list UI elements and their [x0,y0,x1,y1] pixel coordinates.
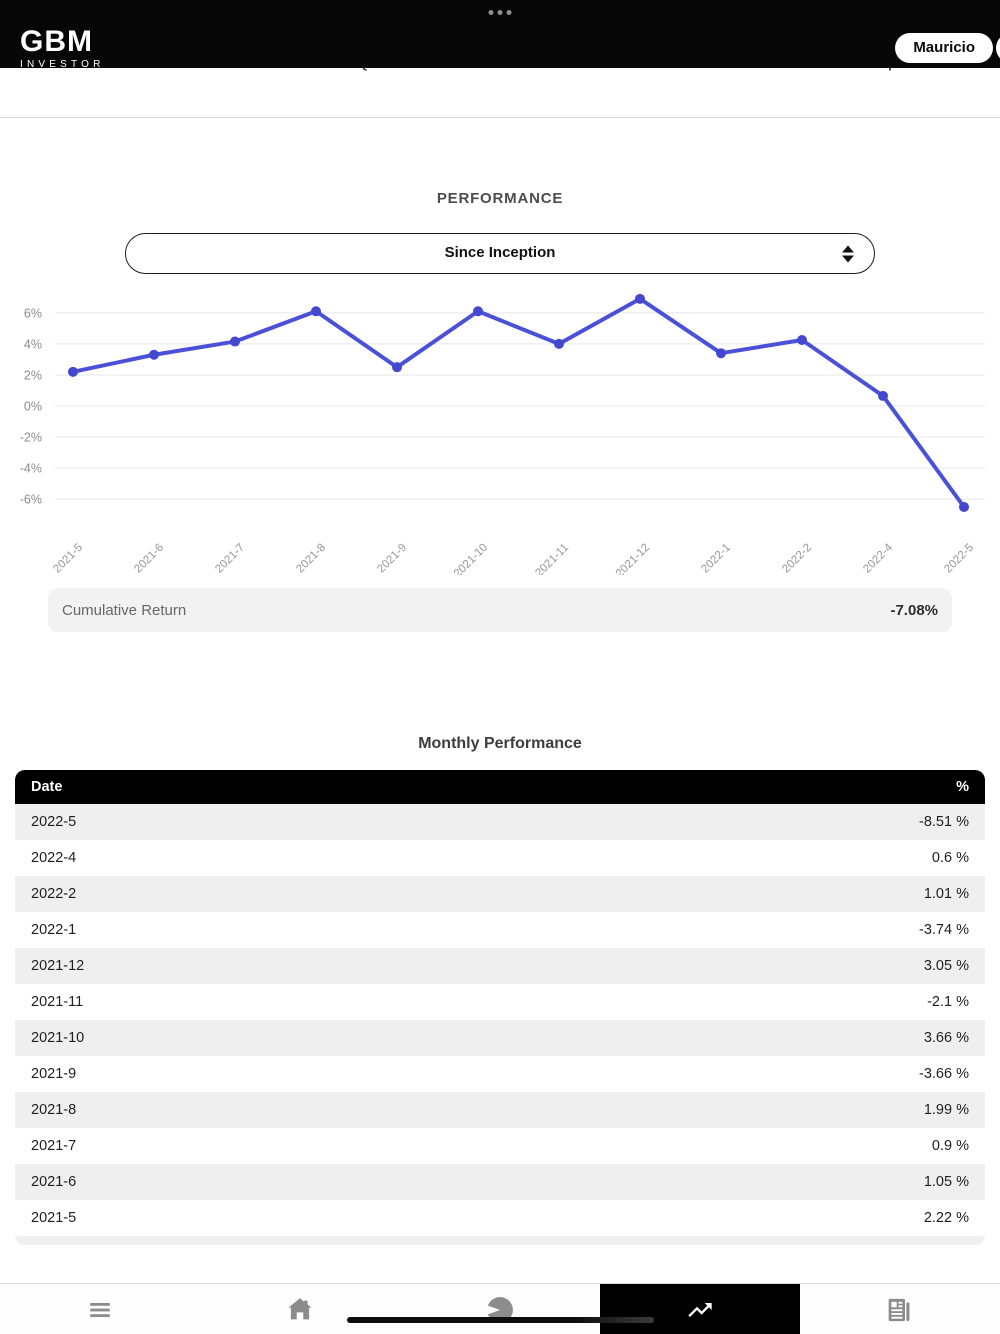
trending-up-icon [686,1296,714,1324]
cell-date: 2021-9 [31,1066,77,1082]
range-selector-value: Since Inception [444,244,556,261]
nav-performance-button[interactable] [670,1284,730,1334]
cell-percent: -3.74 % [919,922,969,938]
table-row[interactable] [15,804,985,840]
cell-date: 2022-2 [31,886,77,902]
y-axis-tick-label: 4% [23,337,42,352]
table-row[interactable] [15,876,985,912]
cell-percent: 3.05 % [923,958,969,974]
cell-date: 2021-7 [31,1138,77,1154]
table-row[interactable] [15,1128,985,1164]
chart-canvas [0,280,1000,575]
nav-news-button[interactable] [868,1284,928,1334]
data-point[interactable] [149,350,159,360]
nav-pie-chart-button[interactable] [470,1284,530,1334]
col-header-date: Date [31,779,63,795]
x-axis-tick-label: 2021-7 [213,541,248,575]
nav-menu-button[interactable] [70,1284,130,1334]
cell-percent: -8.51 % [919,814,969,830]
cumulative-return-summary [48,588,952,632]
col-header-percent: % [956,779,969,795]
cell-date: 2021-5 [31,1210,77,1226]
x-axis-tick-label: 2022-1 [699,541,734,575]
cell-date: 2021-12 [31,958,85,974]
range-selector-dropdown[interactable] [125,233,875,274]
cumulative-return-label: Cumulative Return [62,601,187,619]
cell-percent: 1.01 % [923,886,969,902]
data-point[interactable] [230,337,240,347]
cell-percent: 1.99 % [923,1102,969,1118]
section-divider [0,117,1000,118]
table-header [15,770,985,804]
y-axis-tick-label: 0% [23,399,42,414]
x-axis-tick-label: 2021-11 [533,541,572,575]
ellipsis-icon[interactable] [489,10,512,15]
data-point[interactable] [68,367,78,377]
logo-subtext: INVESTOR [20,59,105,70]
performance-line-chart [0,280,1000,575]
x-axis-tick-label: 2021-9 [375,541,410,575]
table-row[interactable] [15,840,985,876]
data-point[interactable] [959,502,969,512]
nav-home-button[interactable] [270,1284,330,1334]
table-row[interactable] [15,948,985,984]
y-axis-tick-label: -4% [19,461,42,476]
data-point[interactable] [716,348,726,358]
table-row[interactable] [15,1056,985,1092]
cell-percent: 2.22 % [923,1210,969,1226]
data-point[interactable] [797,335,807,345]
table-row[interactable] [15,1200,985,1236]
news-icon [884,1296,912,1324]
cell-date: 2022-1 [31,922,77,938]
data-point[interactable] [554,339,564,349]
x-axis-tick-label: 2021-6 [132,541,167,575]
data-point[interactable] [392,362,402,372]
user-avatar-cutoff[interactable] [996,33,1000,63]
data-point[interactable] [878,391,888,401]
monthly-performance-table [15,770,985,1245]
cell-percent: 0.9 % [931,1138,969,1154]
cell-percent: -2.1 % [927,994,969,1010]
performance-line [73,299,964,507]
select-arrows-icon [842,245,854,262]
home-indicator[interactable] [347,1317,654,1323]
cumulative-return-value: -7.08% [890,601,938,619]
data-point[interactable] [311,306,321,316]
x-axis-tick-label: 2021-8 [294,541,329,575]
cell-date: 2021-6 [31,1174,77,1190]
data-point[interactable] [473,306,483,316]
cell-date: 2021-11 [31,994,84,1010]
user-button[interactable]: Mauricio [895,33,993,63]
cell-percent: -3.66 % [919,1066,969,1082]
performance-title: PERFORMANCE [436,190,564,207]
cell-date: 2022-5 [31,814,77,830]
cell-percent: 3.66 % [923,1030,969,1046]
cell-date: 2021-10 [31,1030,85,1046]
table-bottom-cap [15,1236,985,1245]
y-axis-tick-label: 2% [23,368,42,383]
bottom-nav-bar [0,1283,1000,1334]
x-axis-tick-label: 2022-5 [942,541,977,575]
gbm-logo [20,27,105,70]
table-row[interactable] [15,912,985,948]
menu-icon [87,1297,113,1323]
x-axis-tick-label: 2021-10 [451,541,491,575]
logo-text: GBM [20,25,93,58]
table-row[interactable] [15,1092,985,1128]
table-row[interactable] [15,1020,985,1056]
table-row[interactable] [15,984,985,1020]
x-axis-tick-label: 2022-2 [780,541,815,575]
x-axis-tick-label: 2021-5 [51,541,86,575]
data-point[interactable] [635,294,645,304]
home-icon [286,1296,314,1324]
y-axis-tick-label: -6% [19,492,42,507]
x-axis-tick-label: 2021-12 [613,541,653,575]
monthly-performance-title: Monthly Performance [418,735,582,752]
cell-percent: 1.05 % [923,1174,969,1190]
table-row[interactable] [15,1164,985,1200]
top-bar [0,0,1000,68]
y-axis-tick-label: 6% [23,306,42,321]
cell-date: 2021-8 [31,1102,77,1118]
y-axis-tick-label: -2% [19,430,42,445]
cell-date: 2022-4 [31,850,77,866]
table-body [15,804,985,1236]
x-axis-tick-label: 2022-4 [861,541,896,575]
cell-percent: 0.6 % [931,850,969,866]
